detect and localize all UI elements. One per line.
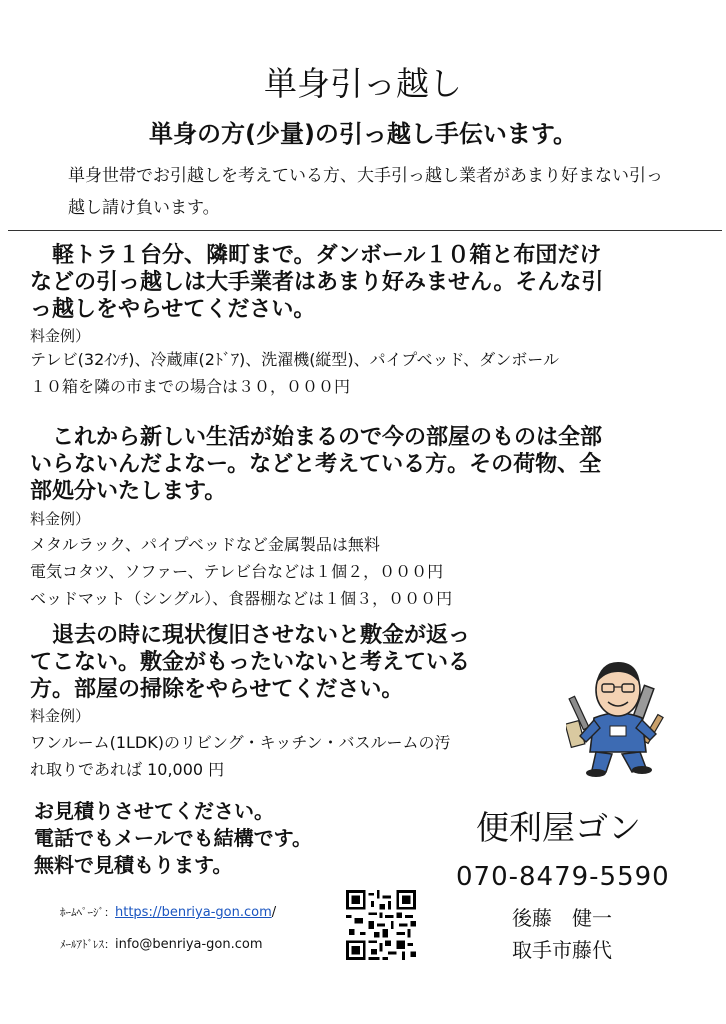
phone-number[interactable]: 070-8479-5590 [456, 862, 670, 892]
email-address[interactable]: info@benriya-gon.com [115, 937, 263, 952]
section-2-price-label: 料金例） [30, 510, 91, 528]
owner-name: 後藤 健一 [512, 906, 612, 930]
handyman-mascot-icon [566, 656, 672, 778]
address: 取手市藤代 [512, 938, 612, 962]
call-to-action: お見積りさせてください。 電話でもメールでも結構です。 無料で見積もります。 [34, 799, 312, 877]
page-subtitle: 単身の方(少量)の引っ越し手伝います。 [148, 120, 578, 148]
homepage-line: ﾎｰﾑﾍﾟｰｼﾞ：https://benriya-gon.com/ [60, 905, 277, 920]
divider [8, 230, 722, 231]
section-2-price-lines: メタルラック、パイプベッドなど金属製品は無料 電気コタツ、ソファー、テレビ台などは１個２，０００円 ベッドマット（シングル）、食器棚などは１個３，０００円 [30, 535, 453, 608]
intro-text: 単身世帯でお引越しを考えている方、大手引っ越し業者があまり好まない引っ越し請け負います。 [68, 166, 663, 218]
section-3-price-label: 料金例） [30, 707, 91, 725]
shop-name: 便利屋ゴン [476, 808, 641, 847]
section-3-price-lines: ワンルーム(1LDK)のリビング・キッチン・バスルームの汚 れ取りであれば 10,000 円 [30, 733, 451, 779]
section-1-price-lines: テレビ(32ｲﾝﾁ)、冷蔵庫(2ﾄﾞｱ)、洗濯機(縦型)、パイプベッド、ダンボール １０箱を隣の市までの場合は３０，０００円 [30, 350, 559, 396]
section-1-lead: 軽トラ１台分、隣町まで。ダンボール１０箱と布団だけ などの引っ越しは大手業者はあまり好みません。そんな引 っ越しをやらせてください。 [30, 243, 604, 322]
section-2-lead: これから新しい生活が始まるので今の部屋のものは全部 いらないんだよなー。などと考えている方。その荷物、全 部処分いたします。 [30, 425, 603, 504]
section-3-lead: 退去の時に現状復旧させないと敷金が返っ てこない。敷金がもったいないと考えている 方。部屋の掃除をやらせてください。 [30, 623, 471, 702]
page-title: 単身引っ越し [264, 64, 462, 103]
homepage-link[interactable]: https://benriya-gon.com [115, 905, 272, 920]
section-1-price-label: 料金例） [30, 327, 91, 345]
qr-code-icon [346, 890, 416, 960]
email-line: ﾒｰﾙｱﾄﾞﾚｽ：info@benriya-gon.com [60, 937, 263, 952]
